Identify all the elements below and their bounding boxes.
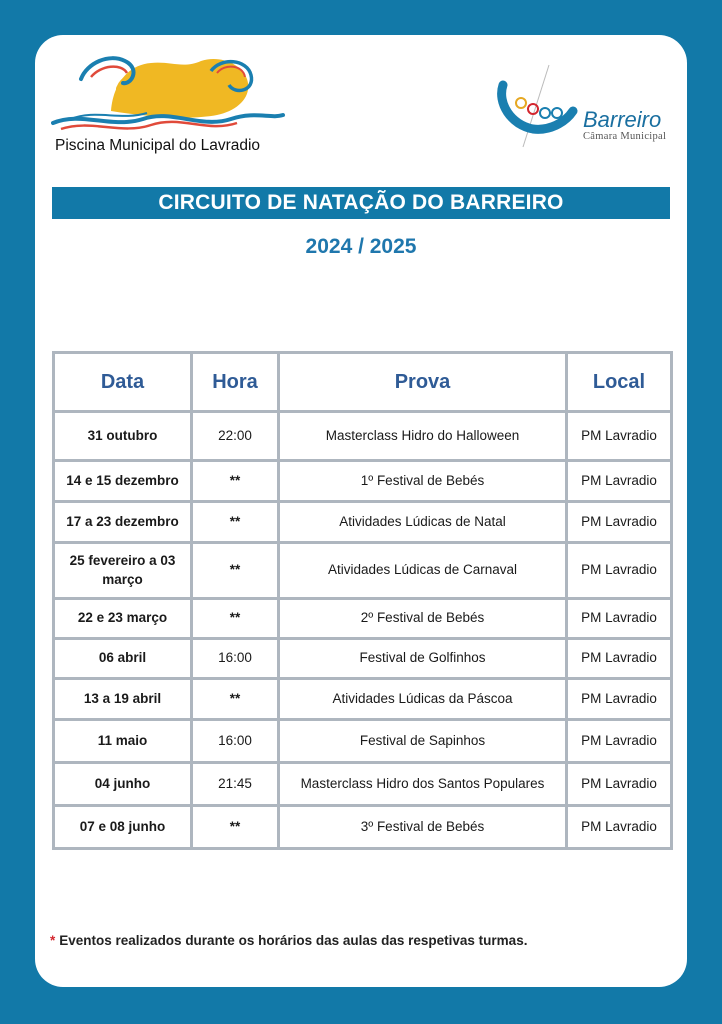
date-cell: 22 e 23 março: [54, 599, 192, 639]
time-cell: 22:00: [192, 412, 279, 461]
page-title: CIRCUITO DE NATAÇÃO DO BARREIRO: [52, 187, 670, 219]
table-row: [54, 720, 672, 763]
barreiro-logo-icon: [497, 63, 587, 153]
place-cell: PM Lavradio: [567, 806, 672, 849]
footnote-text: Eventos realizados durante os horários das aulas das respetivas turmas.: [59, 933, 528, 948]
table-row: [54, 461, 672, 502]
municipality-logo: [497, 63, 677, 153]
column-header-place: Local: [567, 353, 672, 412]
time-cell: 16:00: [192, 639, 279, 679]
time-cell: **: [192, 543, 279, 599]
date-cell: 07 e 08 junho: [54, 806, 192, 849]
place-cell: PM Lavradio: [567, 679, 672, 720]
place-cell: PM Lavradio: [567, 763, 672, 806]
place-cell: PM Lavradio: [567, 720, 672, 763]
municipality-subtitle: Câmara Municipal: [583, 131, 667, 142]
place-cell: PM Lavradio: [567, 639, 672, 679]
date-cell: 11 maio: [54, 720, 192, 763]
pool-logo: [51, 49, 291, 159]
column-header-time: Hora: [192, 353, 279, 412]
time-cell: 21:45: [192, 763, 279, 806]
table-row: [54, 639, 672, 679]
season-label: 2024 / 2025: [305, 235, 417, 258]
place-cell: PM Lavradio: [567, 461, 672, 502]
table-row: [54, 806, 672, 849]
place-cell: PM Lavradio: [567, 502, 672, 543]
table-row: [54, 679, 672, 720]
table-header-row: [54, 353, 672, 412]
event-cell: Masterclass Hidro do Halloween: [279, 412, 567, 461]
place-cell: PM Lavradio: [567, 412, 672, 461]
time-cell: **: [192, 502, 279, 543]
pool-logo-caption: Piscina Municipal do Lavradio: [55, 137, 261, 154]
time-cell: **: [192, 461, 279, 502]
column-header-date: Data: [54, 353, 192, 412]
place-cell: PM Lavradio: [567, 599, 672, 639]
time-cell: **: [192, 679, 279, 720]
date-cell: 17 a 23 dezembro: [54, 502, 192, 543]
event-cell: Festival de Golfinhos: [279, 639, 567, 679]
event-cell: Atividades Lúdicas de Natal: [279, 502, 567, 543]
schedule-table: [52, 351, 673, 850]
event-cell: 3º Festival de Bebés: [279, 806, 567, 849]
date-cell: 31 outubro: [54, 412, 192, 461]
table-row: [54, 502, 672, 543]
date-cell: 14 e 15 dezembro: [54, 461, 192, 502]
event-cell: 2º Festival de Bebés: [279, 599, 567, 639]
page-card: [35, 35, 687, 987]
time-cell: 16:00: [192, 720, 279, 763]
table-row: [54, 599, 672, 639]
footnote-mark: *: [50, 933, 56, 948]
event-cell: Masterclass Hidro dos Santos Populares: [279, 763, 567, 806]
event-cell: Atividades Lúdicas da Páscoa: [279, 679, 567, 720]
event-cell: Atividades Lúdicas de Carnaval: [279, 543, 567, 599]
place-cell: PM Lavradio: [567, 543, 672, 599]
event-cell: Festival de Sapinhos: [279, 720, 567, 763]
date-cell: 04 junho: [54, 763, 192, 806]
footnote: [50, 933, 527, 948]
date-cell: 06 abril: [54, 639, 192, 679]
table-row: [54, 763, 672, 806]
table-row: [54, 412, 672, 461]
date-cell: 13 a 19 abril: [54, 679, 192, 720]
wave-swimmer-logo-icon: [51, 49, 291, 139]
municipality-name: Barreiro: [583, 107, 662, 132]
table-row: [54, 543, 672, 599]
time-cell: **: [192, 806, 279, 849]
column-header-event: Prova: [279, 353, 567, 412]
date-cell: 25 fevereiro a 03 março: [54, 543, 192, 599]
event-cell: 1º Festival de Bebés: [279, 461, 567, 502]
time-cell: **: [192, 599, 279, 639]
